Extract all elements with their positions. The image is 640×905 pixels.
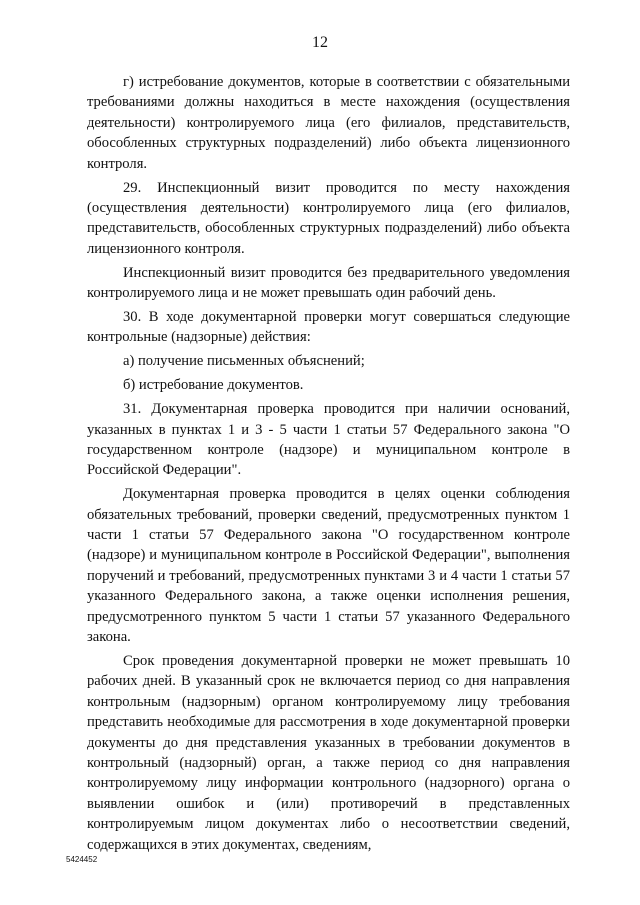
document-body <box>87 72 570 859</box>
paragraph-31: 31. Документарная проверка проводится при наличии оснований, указанных в пунктах 1 и 3 - 5 части 1 статьи 57 Федерального закона "О государственном контроле (надзоре) и муниципальном контроле в Российской Федерации". <box>87 401 570 479</box>
paragraph-item-g: г) истребование документов, которые в соответствии с обязательными требованиями должны находиться в месте нахождения (осуществления деятельности) контролируемого лица (его филиалов, представительств, обособленных структурных подразделений) либо объекта лицензионного контроля. <box>87 74 570 172</box>
page-number: 12 <box>312 34 328 51</box>
paragraph-30: 30. В ходе документарной проверки могут совершаться следующие контрольные (надзорные) действия: <box>87 308 570 346</box>
document-code: 5424452 <box>66 855 98 864</box>
paragraph-29: 29. Инспекционный визит проводится по месту нахождения (осуществления деятельности) контролируемого лица (его филиалов, представительств, обособленных структурных подразделений) либо объекта лицензионного контроля. <box>87 179 570 257</box>
paragraph-31-term: Срок проведения документарной проверки не может превышать 10 рабочих дней. В указанный срок не включается период со дня направления контрольным (надзорным) органом контролируемому лицу требования представить необходимые для рассмотрения в ходе документарной проверки документы до дня представления указанных в требовании документов в контрольный (надзорный) орган, а также период со дня направления контролируемому лицу информации контрольного (надзорного) органа о выявлении ошибок и (или) противоречий в представленных контролируемым лицом документах либо о несоответствии сведений, содержащихся в этих документах, сведениям, <box>87 652 570 853</box>
paragraph-31-purpose: Документарная проверка проводится в целях оценки соблюдения обязательных требований, проверки сведений, предусмотренных пунктом 1 части 1 статьи 57 Федерального закона "О государственном контроле (надзоре) и муниципальном контроле в Российской Федерации", выполнения поручений и требований, предусмотренных пунктами 3 и 4 части 1 статьи 57 указанного Федерального закона, а также оценки исполнения решения, предусмотренного пунктом 5 части 1 статьи 57 указанного Федерального закона. <box>87 486 570 646</box>
paragraph-30-item-b: б) истребование документов. <box>123 377 304 394</box>
paragraph-29-continued: Инспекционный визит проводится без предварительного уведомления контролируемого лица и не может превышать один рабочий день. <box>87 264 570 302</box>
paragraph-30-item-a: а) получение письменных объяснений; <box>123 353 365 370</box>
